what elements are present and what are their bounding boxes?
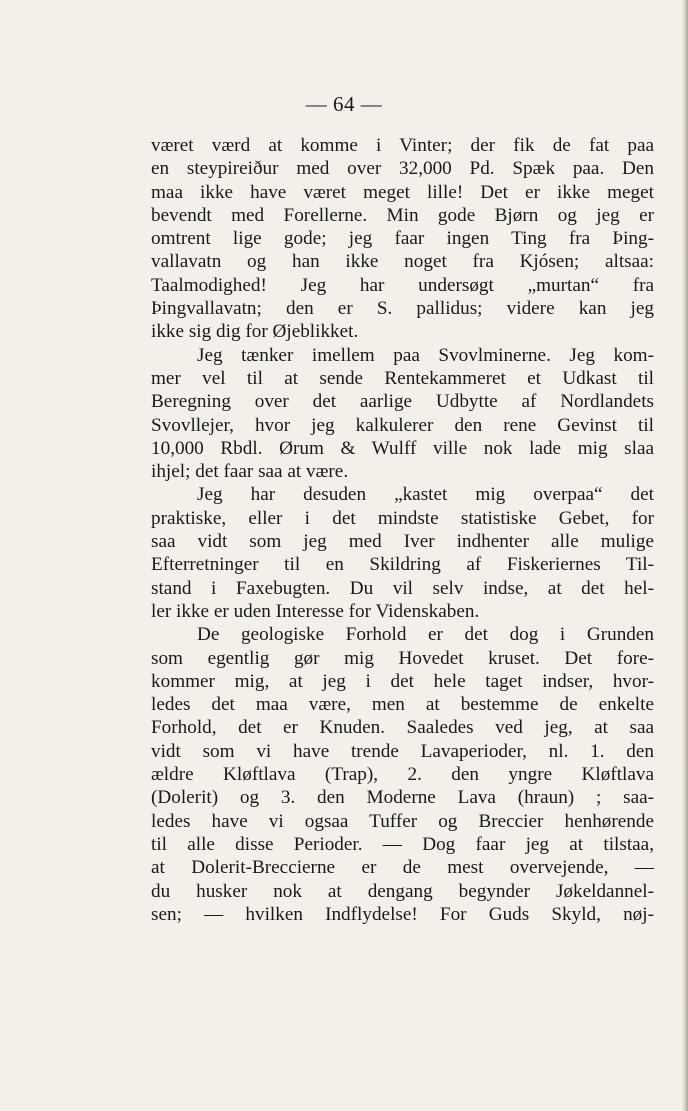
text-line: saa vidt som jeg med Iver indhenter alle mulige <box>151 531 654 553</box>
text-line: kommer mig, at jeg i det hele taget indser, hvor- <box>151 670 654 692</box>
text-line: maa ikke have været meget lille! Det er ikke meget <box>151 181 654 203</box>
text-line: en steypireiður med over 32,000 Pd. Spæk paa. Den <box>151 158 654 180</box>
text-line: Efterretninger til en Skildring af Fiskeriernes Til- <box>151 554 654 576</box>
text-line: Jeg har desuden „kastet mig overpaa“ det <box>197 484 654 506</box>
text-line: til alle disse Perioder. — Dog faar jeg at tilstaa, <box>151 833 654 855</box>
text-line: Taalmodighed! Jeg har undersøgt „murtan“ fra <box>151 274 654 296</box>
text-line: at Dolerit-Breccierne er de mest overvejende, — <box>151 857 654 879</box>
text-line: Forhold, det er Knuden. Saaledes ved jeg, at saa <box>151 717 654 739</box>
text-line: (Dolerit) og 3. den Moderne Lava (hraun) ; saa- <box>151 787 654 809</box>
text-line: stand i Faxebugten. Du vil selv indse, at det hel- <box>151 577 654 599</box>
text-line: ældre Kløftlava (Trap), 2. den yngre Kløftlava <box>151 764 654 786</box>
page-edge <box>682 0 688 1111</box>
text-line: ledes have vi ogsaa Tuffer og Breccier henhørende <box>151 810 654 832</box>
text-line: Jeg tænker imellem paa Svovlminerne. Jeg kom- <box>197 344 654 366</box>
text-line: ledes det maa være, men at bestemme de enkelte <box>151 694 654 716</box>
body-text <box>151 134 654 926</box>
text-line: ikke sig dig for Øjeblikket. <box>151 321 359 343</box>
text-line: Beregning over det aarlige Udbytte af Nordlandets <box>151 391 654 413</box>
text-line: vallavatn og han ikke noget fra Kjósen; altsaa: <box>151 251 654 273</box>
text-line: 10,000 Rbdl. Ørum & Wulff ville nok lade mig slaa <box>151 437 654 459</box>
text-line: været værd at komme i Vinter; der fik de fat paa <box>151 135 654 156</box>
page-number: — 64 — <box>305 92 383 116</box>
text-line: du husker nok at dengang begynder Jøkeldannel- <box>151 880 654 902</box>
text-line: sen; — hvilken Indflydelse! For Guds Skyld, nøj- <box>151 903 654 925</box>
text-line: ihjel; det faar saa at være. <box>151 461 349 483</box>
text-line: bevendt med Forellerne. Min gode Bjørn og jeg er <box>151 204 654 226</box>
text-line: De geologiske Forhold er det dog i Grunden <box>197 624 654 646</box>
text-line: omtrent lige gode; jeg faar ingen Ting fra Þing- <box>151 228 654 250</box>
text-line: ler ikke er uden Interesse for Videnskaben. <box>151 600 480 622</box>
text-line: vidt som vi have trende Lavaperioder, nl. 1. den <box>151 740 654 762</box>
text-line: mer vel til at sende Rentekammeret et Udkast til <box>151 367 654 389</box>
text-line: praktiske, eller i det mindste statistiske Gebet, for <box>151 507 654 529</box>
text-line: som egentlig gør mig Hovedet kruset. Det fore- <box>151 647 654 669</box>
text-line: Þingvallavatn; den er S. pallidus; videre kan jeg <box>151 298 654 320</box>
text-line: Svovllejer, hvor jeg kalkulerer den rene Gevinst til <box>151 414 654 436</box>
